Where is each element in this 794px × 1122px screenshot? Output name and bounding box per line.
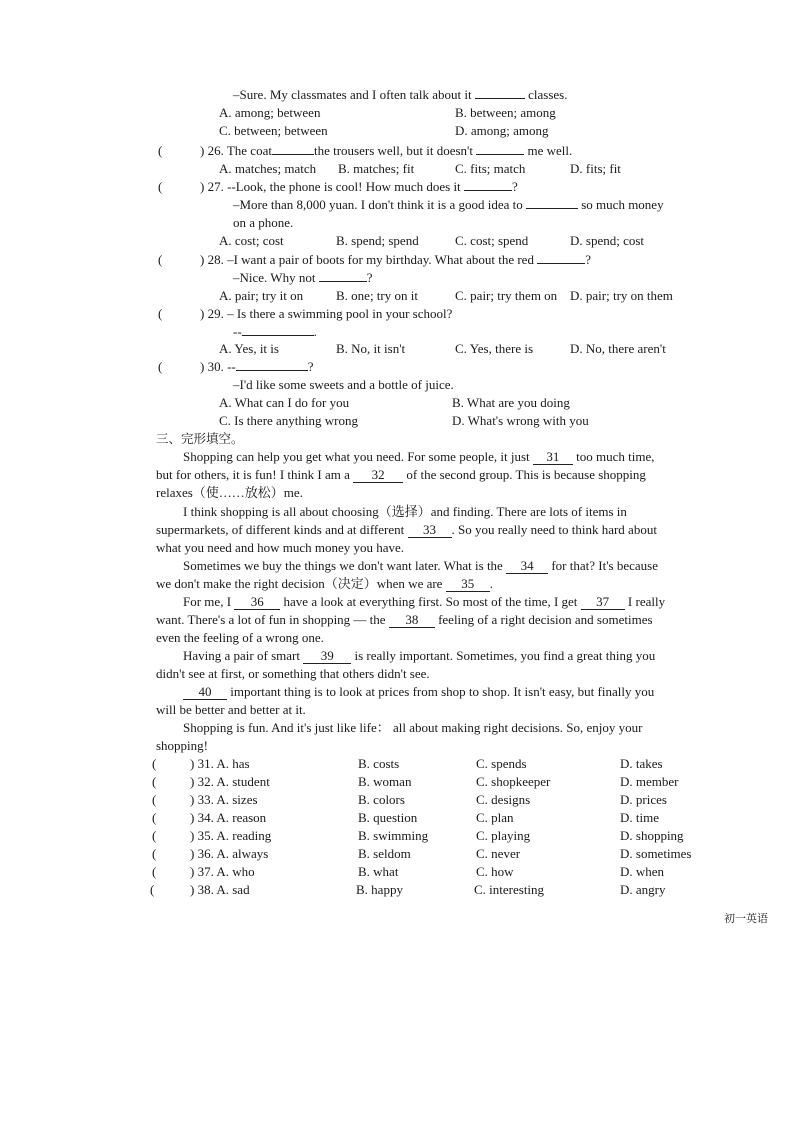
q26-option-c[interactable]: C. fits; match xyxy=(455,161,526,176)
cloze-33-answer-paren[interactable]: ( xyxy=(152,792,157,807)
cloze-32-option-a[interactable]: ) 32. A. student xyxy=(190,774,270,789)
passage-line: we don't make the right decision（决定）when we are 35 . xyxy=(156,576,493,591)
q25-blank[interactable] xyxy=(475,98,525,99)
q30-option-b[interactable]: B. What are you doing xyxy=(452,395,570,410)
section-title: 三、完形填空。 xyxy=(156,431,244,446)
q28-blank-1[interactable] xyxy=(537,263,585,264)
cloze-33-option-b[interactable]: B. colors xyxy=(358,792,405,807)
passage-line: what you need and how much money you have. xyxy=(156,540,405,555)
cloze-34-option-a[interactable]: ) 34. A. reason xyxy=(190,810,267,825)
q29-blank[interactable] xyxy=(242,335,314,336)
cloze-31-option-a[interactable]: ) 31. A. has xyxy=(190,756,250,771)
cloze-37-answer-paren[interactable]: ( xyxy=(152,864,157,879)
cloze-blank-39[interactable]: 39 xyxy=(303,649,351,664)
q25-reply: –Sure. My classmates and I often talk about it classes. xyxy=(233,87,568,102)
page-footer: 初一英语 xyxy=(724,912,768,925)
q29-stem: ) 29. – Is there a swimming pool in your school? xyxy=(200,306,453,321)
q27-blank-1[interactable] xyxy=(464,190,512,191)
q30-answer-paren[interactable]: ( xyxy=(158,359,163,374)
cloze-35-answer-paren[interactable]: ( xyxy=(152,828,157,843)
q30-stem: ) 30. -- ? xyxy=(200,359,314,374)
cloze-35-option-c[interactable]: C. playing xyxy=(476,828,531,843)
q30-blank[interactable] xyxy=(236,370,308,371)
q25-option-c[interactable]: C. between; between xyxy=(219,123,328,138)
cloze-36-answer-paren[interactable]: ( xyxy=(152,846,157,861)
q26-option-d[interactable]: D. fits; fit xyxy=(570,161,621,176)
passage-line: I think shopping is all about choosing（选择）and finding. There are lots of items in xyxy=(183,504,627,519)
q30-option-a[interactable]: A. What can I do for you xyxy=(219,395,350,410)
q28-option-c[interactable]: C. pair; try them on xyxy=(455,288,558,303)
cloze-38-option-b[interactable]: B. happy xyxy=(356,882,403,897)
q26-blank-2[interactable] xyxy=(476,154,524,155)
passage-line: For me, I 36 have a look at everything first. So most of the time, I get 37 I really xyxy=(183,594,666,609)
cloze-blank-34[interactable]: 34 xyxy=(506,559,548,574)
cloze-31-answer-paren[interactable]: ( xyxy=(152,756,157,771)
cloze-34-option-c[interactable]: C. plan xyxy=(476,810,514,825)
passage-line: didn't see at first, or something that others didn't see. xyxy=(156,666,430,681)
q27-option-d[interactable]: D. spend; cost xyxy=(570,233,645,248)
q28-stem: ) 28. –I want a pair of boots for my birthday. What about the red ? xyxy=(200,252,591,267)
q26-option-a[interactable]: A. matches; match xyxy=(219,161,317,176)
q28-option-a[interactable]: A. pair; try it on xyxy=(219,288,304,303)
q25-option-a[interactable]: A. among; between xyxy=(219,105,321,120)
q27-stem: ) 27. --Look, the phone is cool! How much does it ? xyxy=(200,179,518,194)
q26-option-b[interactable]: B. matches; fit xyxy=(338,161,415,176)
cloze-31-option-b[interactable]: B. costs xyxy=(358,756,400,771)
cloze-37-option-d[interactable]: D. when xyxy=(620,864,665,879)
cloze-blank-32[interactable]: 32 xyxy=(353,468,403,483)
q28-option-d[interactable]: D. pair; try on them xyxy=(570,288,673,303)
q27-blank-2[interactable] xyxy=(526,208,578,209)
q29-option-a[interactable]: A. Yes, it is xyxy=(219,341,279,356)
q30-option-c[interactable]: C. Is there anything wrong xyxy=(219,413,359,428)
cloze-32-option-d[interactable]: D. member xyxy=(620,774,679,789)
cloze-blank-35[interactable]: 35 xyxy=(446,577,490,592)
cloze-31-option-c[interactable]: C. spends xyxy=(476,756,527,771)
cloze-blank-38[interactable]: 38 xyxy=(389,613,435,628)
cloze-38-option-a[interactable]: ) 38. A. sad xyxy=(190,882,250,897)
cloze-35-option-d[interactable]: D. shopping xyxy=(620,828,684,843)
cloze-36-option-b[interactable]: B. seldom xyxy=(358,846,411,861)
cloze-blank-37[interactable]: 37 xyxy=(581,595,625,610)
q27-option-a[interactable]: A. cost; cost xyxy=(219,233,284,248)
cloze-32-option-b[interactable]: B. woman xyxy=(358,774,412,789)
passage-line: 40 important thing is to look at prices from shop to shop. It isn't easy, but finally you xyxy=(183,684,654,700)
cloze-38-option-d[interactable]: D. angry xyxy=(620,882,666,897)
cloze-36-option-c[interactable]: C. never xyxy=(476,846,521,861)
q25-option-b[interactable]: B. between; among xyxy=(455,105,556,120)
q28-blank-2[interactable] xyxy=(319,281,367,282)
q29-option-c[interactable]: C. Yes, there is xyxy=(455,341,534,356)
passage-line: Sometimes we buy the things we don't want later. What is the 34 for that? It's because xyxy=(183,558,658,573)
q30-reply: –I'd like some sweets and a bottle of juice. xyxy=(233,377,454,392)
q27-reply: –More than 8,000 yuan. I don't think it is a good idea to so much money xyxy=(233,197,664,212)
q25-option-d[interactable]: D. among; among xyxy=(455,123,549,138)
cloze-blank-31[interactable]: 31 xyxy=(533,450,573,465)
cloze-36-option-d[interactable]: D. sometimes xyxy=(620,846,692,861)
passage-line: even the feeling of a wrong one. xyxy=(156,630,324,645)
cloze-38-option-c[interactable]: C. interesting xyxy=(474,882,545,897)
q26-answer-paren[interactable]: ( xyxy=(158,143,163,158)
q27-option-b[interactable]: B. spend; spend xyxy=(336,233,419,248)
cloze-blank-40[interactable]: 40 xyxy=(183,685,227,700)
q28-answer-paren[interactable]: ( xyxy=(158,252,163,267)
cloze-37-option-c[interactable]: C. how xyxy=(476,864,514,879)
cloze-34-answer-paren[interactable]: ( xyxy=(152,810,157,825)
cloze-34-option-d[interactable]: D. time xyxy=(620,810,659,825)
passage-line: but for others, it is fun! I think I am a 32 of the second group. This is because shopping xyxy=(156,467,646,482)
q26-stem: ) 26. The coat the trousers well, but it doesn't me well. xyxy=(200,143,573,158)
cloze-blank-36[interactable]: 36 xyxy=(234,595,280,610)
cloze-38-answer-paren[interactable]: ( xyxy=(150,882,155,897)
cloze-35-option-b[interactable]: B. swimming xyxy=(358,828,429,843)
passage-line: want. There's a lot of fun in shopping — the 38 feeling of a right decision and sometimes xyxy=(156,612,653,627)
passage-line: Shopping is fun. And it's just like life： all about making right decisions. So, enjoy your xyxy=(183,720,643,735)
cloze-37-option-a[interactable]: ) 37. A. who xyxy=(190,864,255,879)
cloze-35-option-a[interactable]: ) 35. A. reading xyxy=(190,828,272,843)
q27-option-c[interactable]: C. cost; spend xyxy=(455,233,529,248)
cloze-33-option-c[interactable]: C. designs xyxy=(476,792,531,807)
cloze-32-answer-paren[interactable]: ( xyxy=(152,774,157,789)
q28-option-b[interactable]: B. one; try on it xyxy=(336,288,418,303)
q28-reply: –Nice. Why not ? xyxy=(233,270,373,285)
q27-answer-paren[interactable]: ( xyxy=(158,179,163,194)
cloze-37-option-b[interactable]: B. what xyxy=(358,864,399,879)
q29-reply: -- . xyxy=(233,324,317,339)
q27-reply-cont: on a phone. xyxy=(233,215,294,230)
cloze-32-option-c[interactable]: C. shopkeeper xyxy=(476,774,551,789)
cloze-33-option-a[interactable]: ) 33. A. sizes xyxy=(190,792,258,807)
cloze-blank-33[interactable]: 33 xyxy=(408,523,452,538)
passage-line: will be better and better at it. xyxy=(156,702,306,717)
passage-line: relaxes（使……放松）me. xyxy=(156,485,303,500)
q29-answer-paren[interactable]: ( xyxy=(158,306,163,321)
passage-line: Shopping can help you get what you need. For some people, it just 31 too much time, xyxy=(183,449,655,464)
cloze-31-option-d[interactable]: D. takes xyxy=(620,756,663,771)
q29-option-d[interactable]: D. No, there aren't xyxy=(570,341,666,356)
passage-line: shopping! xyxy=(156,738,208,753)
passage-line: Having a pair of smart 39 is really important. Sometimes, you find a great thing you xyxy=(183,648,656,663)
cloze-34-option-b[interactable]: B. question xyxy=(358,810,418,825)
q29-option-b[interactable]: B. No, it isn't xyxy=(336,341,406,356)
cloze-36-option-a[interactable]: ) 36. A. always xyxy=(190,846,269,861)
q26-blank-1[interactable] xyxy=(272,154,314,155)
q30-option-d[interactable]: D. What's wrong with you xyxy=(452,413,589,428)
passage-line: supermarkets, of different kinds and at different 33 . So you really need to think hard about xyxy=(156,522,657,537)
cloze-33-option-d[interactable]: D. prices xyxy=(620,792,667,807)
